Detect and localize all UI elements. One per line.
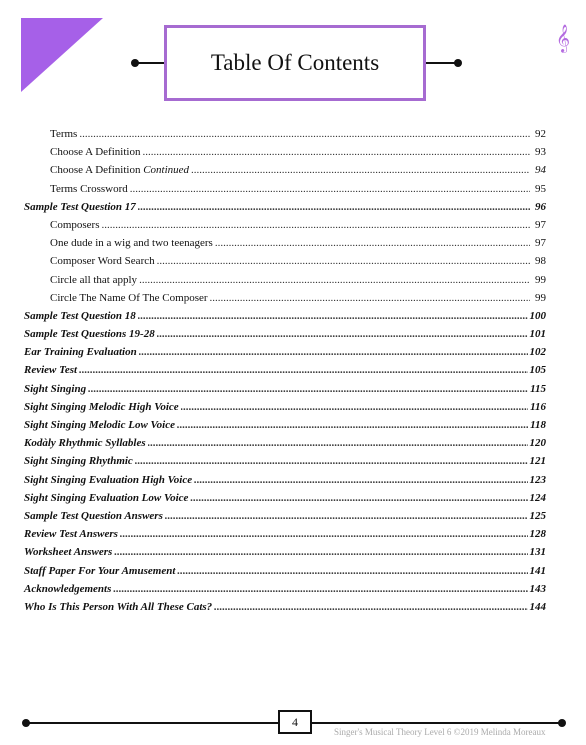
toc-entry[interactable] — [24, 601, 546, 619]
toc-entry[interactable] — [24, 565, 546, 583]
toc-dot-leader — [142, 146, 530, 158]
toc-entry-label: Sight Singing Melodic Low Voice — [24, 419, 175, 431]
toc-dot-leader — [114, 546, 527, 558]
toc-entry-page: 128 — [529, 528, 546, 541]
toc-entry[interactable] — [24, 146, 546, 164]
toc-dot-leader — [120, 528, 528, 540]
toc-entry-label: Choose A Definition — [50, 146, 141, 159]
toc-entry-page: 116 — [530, 400, 546, 413]
toc-entry-page: 120 — [529, 437, 546, 450]
toc-entry[interactable] — [24, 583, 546, 601]
toc-entry[interactable] — [24, 219, 546, 237]
toc-entry-page: 97 — [535, 218, 546, 231]
toc-entry-page: 99 — [535, 291, 546, 304]
toc-entry-page: 124 — [529, 491, 546, 504]
footer-rule-left — [26, 722, 278, 724]
toc-entry-page: 121 — [529, 455, 546, 468]
toc-entry-page: 98 — [535, 255, 546, 268]
toc-entry-label: Ear Training Evaluation — [24, 346, 137, 359]
toc-entry[interactable] — [24, 237, 546, 255]
toc-entry[interactable] — [24, 274, 546, 292]
toc-dot-leader — [139, 274, 530, 286]
toc-entry-label: Sample Test Question 18 — [24, 309, 136, 322]
toc-entry-page: 123 — [529, 473, 546, 486]
footer-rule-left-dot — [22, 719, 30, 727]
toc-entry-page: 143 — [529, 582, 546, 595]
toc-entry[interactable] — [24, 292, 546, 310]
toc-entry-page: 93 — [535, 146, 546, 159]
toc-entry[interactable] — [24, 401, 546, 419]
toc-dot-leader — [138, 310, 528, 322]
toc-dot-leader — [139, 346, 528, 358]
toc-dot-leader — [157, 255, 530, 267]
toc-entry[interactable] — [24, 128, 546, 146]
toc-dot-leader — [138, 201, 530, 213]
toc-entry-label: Composer Word Search — [50, 255, 155, 268]
toc-entry-page: 144 — [529, 600, 546, 613]
toc-entry-page: 94 — [535, 164, 546, 177]
toc-entry-page: 97 — [535, 237, 546, 250]
toc-entry[interactable] — [24, 474, 546, 492]
toc-entry-page: 92 — [535, 128, 546, 140]
table-of-contents — [24, 128, 546, 619]
toc-dot-leader — [181, 401, 528, 413]
footer-rule-right — [312, 722, 562, 724]
corner-triangle-decoration — [21, 18, 103, 92]
page-title: Table Of Contents — [210, 50, 380, 75]
toc-entry[interactable] — [24, 510, 546, 528]
toc-entry-label: Sample Test Question 17 — [24, 200, 136, 213]
toc-dot-leader — [79, 364, 527, 376]
toc-entry-label: Acknowledgements — [24, 582, 112, 595]
toc-entry-label: Review Test Answers — [24, 528, 118, 541]
toc-entry-label: Who Is This Person With All These Cats? — [24, 600, 213, 613]
toc-entry[interactable] — [24, 455, 546, 473]
toc-entry-label: Sight Singing Evaluation Low Voice — [24, 491, 189, 504]
toc-dot-leader — [194, 474, 527, 486]
header-rule-left — [136, 62, 164, 64]
toc-dot-leader — [177, 565, 527, 577]
toc-entry-page: 102 — [529, 346, 546, 359]
toc-dot-leader — [190, 492, 527, 504]
toc-entry-label: One dude in a wig and two teenagers — [50, 237, 213, 250]
toc-entry-label: Terms Crossword — [50, 182, 128, 195]
toc-entry[interactable] — [24, 364, 546, 382]
page-title-box — [164, 25, 426, 101]
header-rule-right-dot — [454, 59, 462, 67]
toc-entry-page: 95 — [535, 182, 546, 195]
toc-dot-leader — [210, 292, 530, 304]
toc-entry[interactable] — [24, 419, 546, 437]
toc-dot-leader — [102, 219, 531, 231]
toc-entry[interactable] — [24, 383, 546, 401]
toc-entry-label: Composers — [50, 218, 100, 231]
toc-entry-label: Terms — [50, 128, 78, 140]
toc-entry-label: Sample Test Questions 19-28 — [24, 328, 155, 341]
toc-entry-page: 131 — [529, 546, 546, 559]
toc-entry[interactable] — [24, 328, 546, 346]
toc-entry-page: 125 — [529, 509, 546, 522]
toc-dot-leader — [177, 419, 528, 431]
toc-dot-leader — [113, 583, 527, 595]
toc-entry[interactable] — [24, 437, 546, 455]
toc-entry-page: 141 — [529, 564, 546, 577]
toc-entry[interactable] — [24, 201, 546, 219]
toc-dot-leader — [148, 437, 528, 449]
toc-dot-leader — [79, 128, 530, 140]
toc-dot-leader — [214, 601, 527, 613]
treble-clef-icon: 𝄞 — [555, 24, 570, 52]
footer-rule-right-dot — [558, 719, 566, 727]
toc-entry-label: Sight Singing Rhythmic — [24, 455, 133, 468]
footer-credit: Singer's Musical Theory Level 6 ©2019 Melinda Moreaux — [334, 727, 546, 737]
toc-entry-page: 101 — [529, 328, 546, 341]
toc-dot-leader — [157, 328, 528, 340]
toc-entry[interactable] — [24, 528, 546, 546]
toc-entry[interactable] — [24, 310, 546, 328]
toc-dot-leader — [135, 455, 528, 467]
toc-entry-label: Sample Test Question Answers — [24, 509, 163, 522]
toc-entry-page: 96 — [535, 200, 546, 213]
toc-entry-label: Sight Singing Melodic High Voice — [24, 400, 179, 413]
toc-entry-label: Circle all that apply — [50, 273, 138, 286]
toc-entry[interactable] — [24, 546, 546, 564]
toc-entry-page: 118 — [530, 419, 546, 431]
toc-dot-leader — [88, 383, 528, 395]
page-number: 4 — [292, 714, 298, 729]
toc-dot-leader — [191, 164, 530, 176]
toc-entry-label: Kodàly Rhythmic Syllables — [24, 437, 146, 450]
toc-entry-label: Worksheet Answers — [24, 546, 113, 559]
toc-entry[interactable] — [24, 255, 546, 273]
toc-dot-leader — [215, 237, 530, 249]
toc-entry-label-suffix: Continued — [143, 164, 190, 177]
toc-entry-page: 100 — [529, 309, 546, 322]
toc-entry[interactable] — [24, 346, 546, 364]
header-rule-left-dot — [131, 59, 139, 67]
toc-entry[interactable] — [24, 164, 546, 182]
toc-entry-label: Circle The Name Of The Composer — [50, 291, 208, 304]
page-number-box — [278, 710, 312, 734]
toc-entry-page: 115 — [530, 382, 546, 395]
toc-dot-leader — [130, 183, 530, 195]
toc-entry-page: 105 — [529, 364, 546, 377]
toc-entry[interactable] — [24, 183, 546, 201]
toc-dot-leader — [165, 510, 528, 522]
toc-entry-page: 99 — [535, 273, 546, 286]
toc-entry-label: Sight Singing — [24, 382, 87, 395]
toc-entry-label: Sight Singing Evaluation High Voice — [24, 473, 193, 486]
toc-entry[interactable] — [24, 492, 546, 510]
toc-entry-label: Staff Paper For Your Amusement — [24, 564, 176, 577]
toc-entry-label: Review Test — [24, 364, 78, 377]
toc-entry-label: Choose A Definition — [50, 164, 141, 177]
